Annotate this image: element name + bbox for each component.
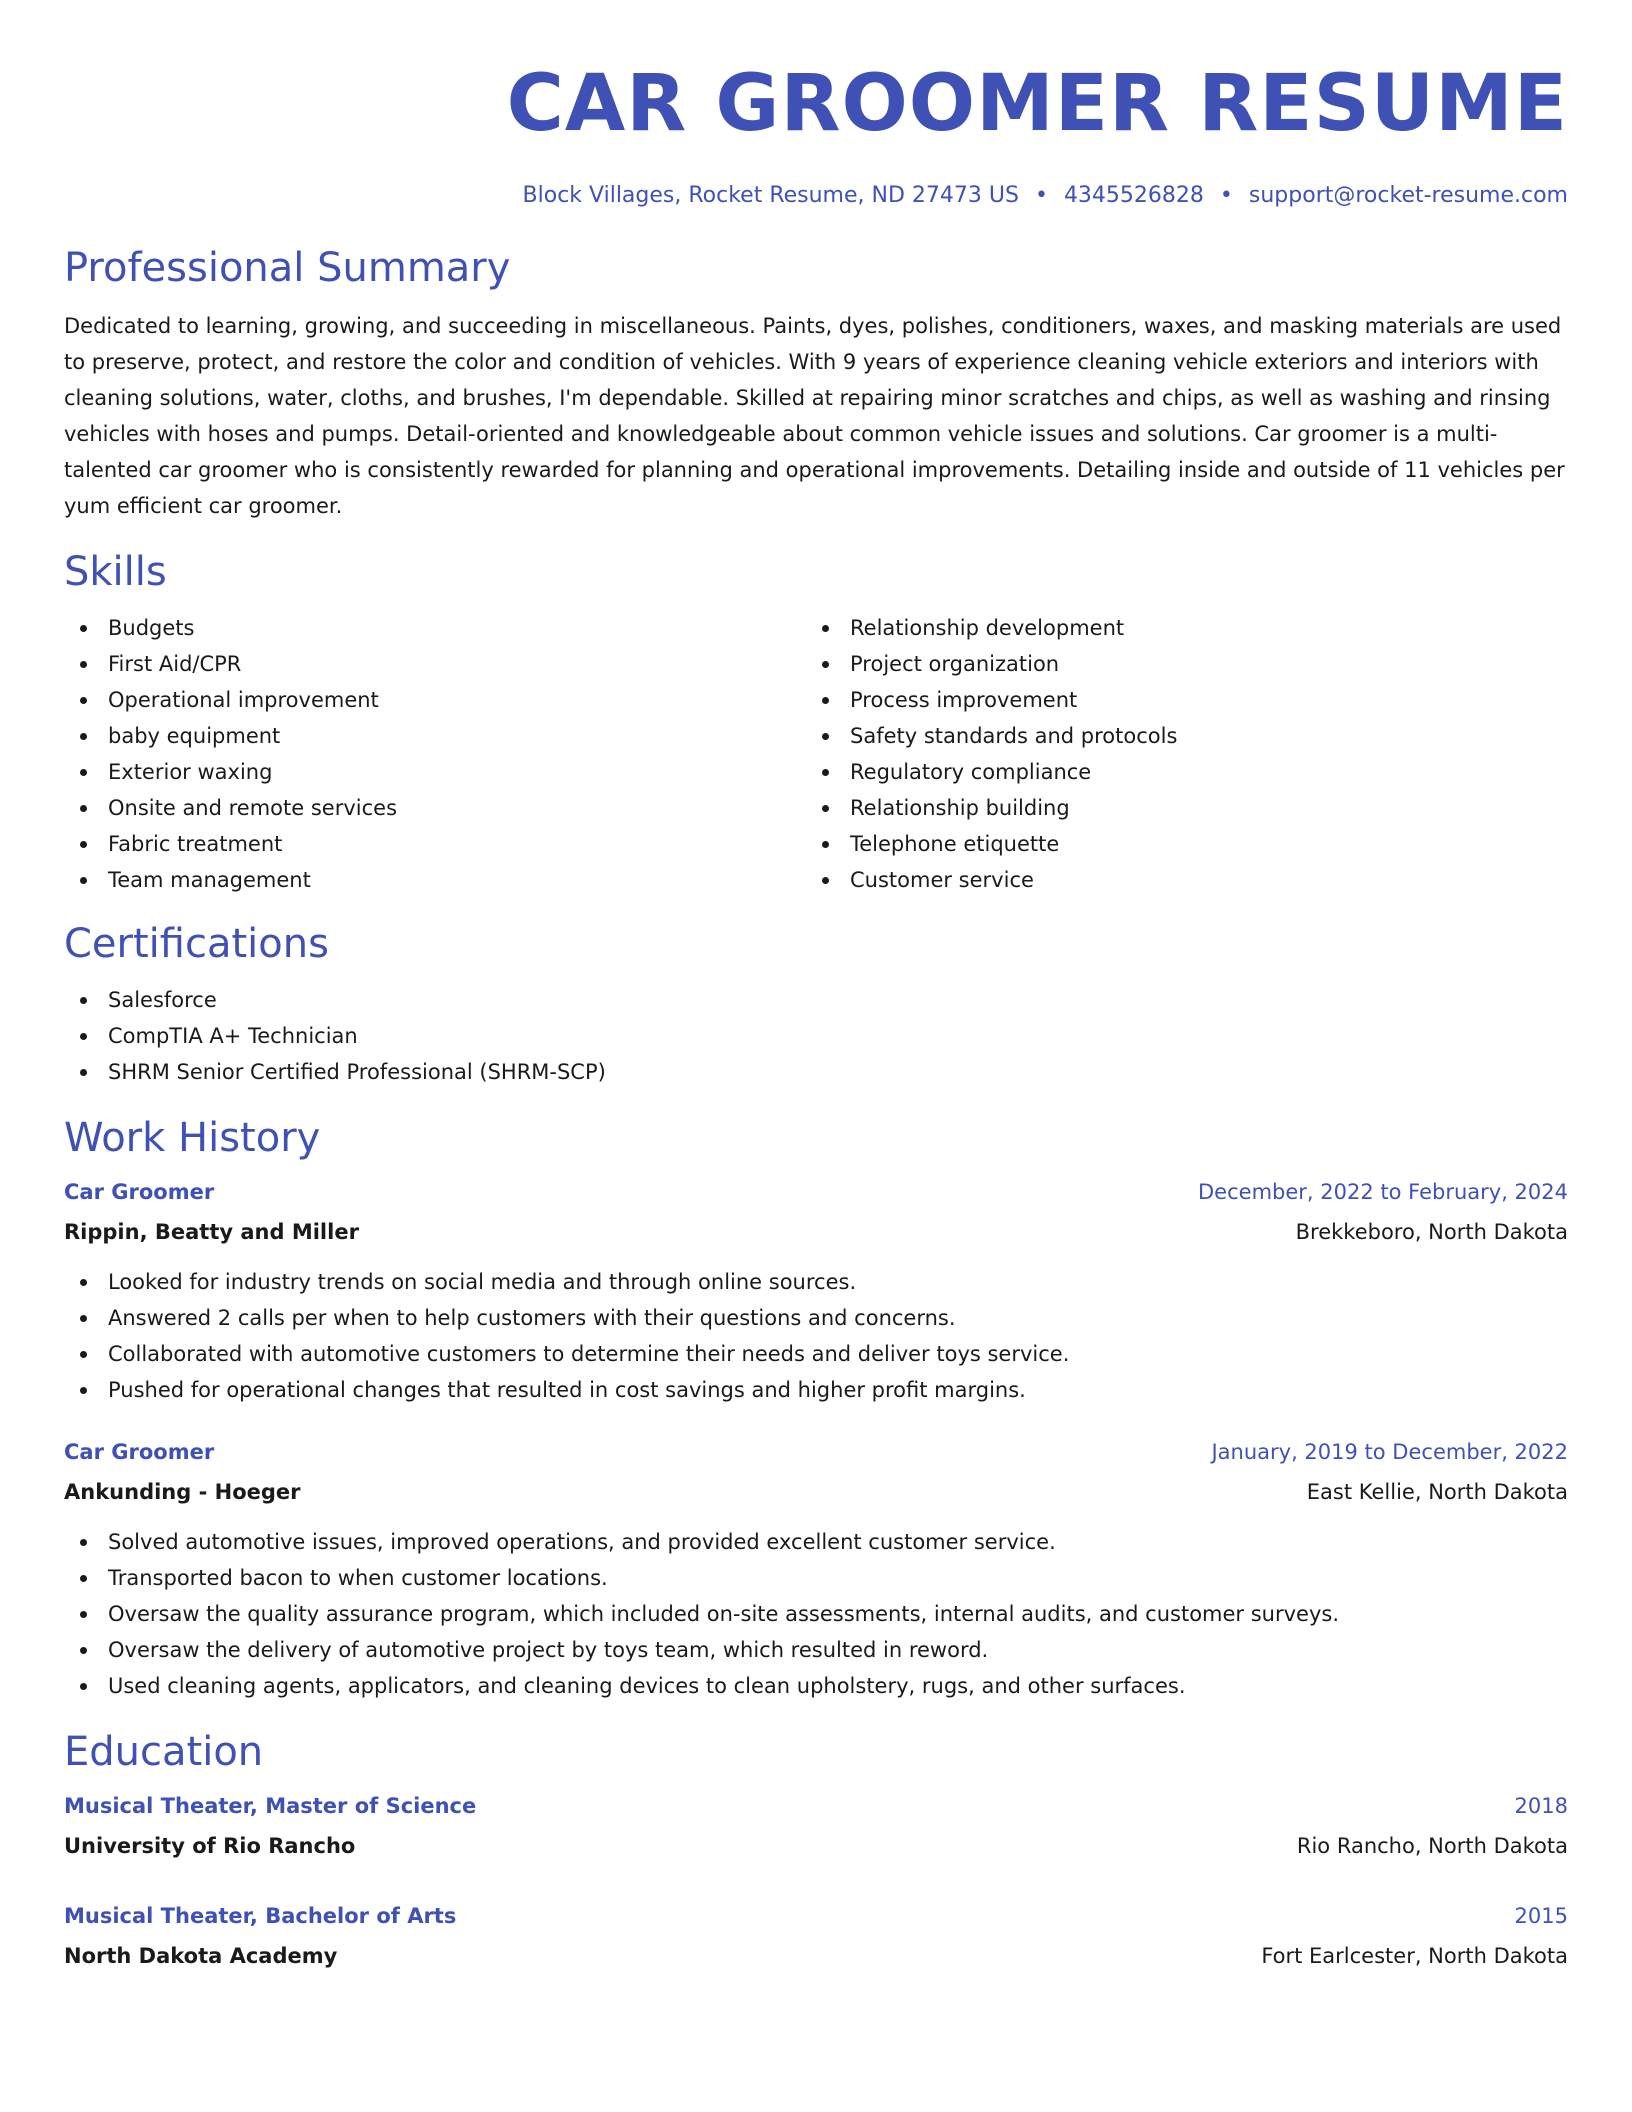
job-duty-item: Oversaw the quality assurance program, which included on-site assessments, internal audits, and customer surveys. [64,1596,1568,1632]
bullet-icon [822,769,829,776]
education-school: University of Rio Rancho [64,1834,356,1858]
education-entry [64,1786,1568,1866]
job-duties-list [64,1524,1568,1704]
skill-item: Budgets [64,610,806,646]
resume-title: CAR GROOMER RESUME [506,59,1568,149]
job-duty-item: Used cleaning agents, applicators, and cleaning devices to clean upholstery, rugs, and other surfaces. [64,1668,1568,1704]
bullet-icon [80,1683,87,1690]
summary-heading: Professional Summary [64,245,511,291]
skill-item: Relationship building [806,790,1548,826]
skill-item: baby equipment [64,718,806,754]
skills-list-right [806,610,1548,898]
bullet-icon [822,697,829,704]
bullet-icon [80,1033,87,1040]
education-school: North Dakota Academy [64,1944,338,1968]
education-header-row [64,1896,1568,1936]
skill-item: Fabric treatment [64,826,806,862]
skills-column-left [64,610,806,898]
bullet-icon [80,661,87,668]
job-company-row [64,1472,1568,1512]
certifications-list [64,982,1568,1090]
contact-separator: • [1034,183,1048,208]
education-heading: Education [64,1729,264,1775]
job-company-row [64,1212,1568,1252]
bullet-icon [80,805,87,812]
skill-item: Safety standards and protocols [806,718,1548,754]
skill-item: Exterior waxing [64,754,806,790]
skill-item: Process improvement [806,682,1548,718]
education-school-row [64,1936,1568,1976]
contact-separator: • [1219,183,1233,208]
certification-item: SHRM Senior Certified Professional (SHRM-SCP) [64,1054,1568,1090]
certification-item: Salesforce [64,982,1568,1018]
skill-item: Telephone etiquette [806,826,1548,862]
bullet-icon [80,1315,87,1322]
bullet-icon [822,733,829,740]
education-year: 2018 [1514,1794,1568,1818]
job-dates: January, 2019 to December, 2022 [1211,1440,1568,1464]
bullet-icon [80,733,87,740]
bullet-icon [80,1647,87,1654]
bullet-icon [822,841,829,848]
education-school-row [64,1826,1568,1866]
education-section [64,1726,1568,1976]
bullet-icon [80,877,87,884]
skill-item: First Aid/CPR [64,646,806,682]
job-duty-item: Transported bacon to when customer locations. [64,1560,1568,1596]
job-duty-item: Looked for industry trends on social media and through online sources. [64,1264,1568,1300]
work-history-heading: Work History [64,1115,321,1161]
job-entry [64,1432,1568,1704]
education-year: 2015 [1514,1904,1568,1928]
bullet-icon [822,661,829,668]
education-degree: Musical Theater, Master of Science [64,1794,477,1818]
job-title: Car Groomer [64,1440,215,1464]
certification-item: CompTIA A+ Technician [64,1018,1568,1054]
resume-page [64,0,1568,1976]
bullet-icon [80,1351,87,1358]
job-header-row [64,1432,1568,1472]
summary-text: Dedicated to learning, growing, and succeeding in miscellaneous. Paints, dyes, polishes, conditioners, waxes, and masking materials are used to preserve, protect, and restore the color and condition of vehicles. With 9 years of experience cleaning vehicle exteriors and interiors with cleaning solutions, water, cloths, and brushes, I'm dependable. Skilled at repairing minor scratches and chips, as well as washing and rinsing vehicles with hoses and pumps. Detail-oriented and knowledgeable about common vehicle issues and solutions. Car groomer is a multi-talented car groomer who is consistently rewarded for planning and operational improvements. Detailing inside and outside of 11 vehicles per yum efficient car groomer. [64,314,1565,518]
work-history-section [64,1112,1568,1704]
education-location: Rio Rancho, North Dakota [1296,1834,1568,1858]
job-duty-item: Solved automotive issues, improved operations, and provided excellent customer service. [64,1524,1568,1560]
contact-line [64,180,1568,212]
job-dates: December, 2022 to February, 2024 [1198,1180,1568,1204]
bullet-icon [80,697,87,704]
contact-address: Block Villages, Rocket Resume, ND 27473 US [522,183,1019,208]
education-degree: Musical Theater, Bachelor of Arts [64,1904,457,1928]
job-duties-list [64,1264,1568,1408]
bullet-icon [80,1387,87,1394]
bullet-icon [822,625,829,632]
bullet-icon [822,877,829,884]
education-header-row [64,1786,1568,1826]
bullet-icon [80,1069,87,1076]
skills-section [64,546,1568,898]
skill-item: Team management [64,862,806,898]
skill-item: Relationship development [806,610,1548,646]
contact-email[interactable]: support@rocket-resume.com [1248,183,1568,208]
job-location: East Kellie, North Dakota [1306,1480,1568,1504]
bullet-icon [80,625,87,632]
skill-item: Operational improvement [64,682,806,718]
skill-item: Regulatory compliance [806,754,1548,790]
job-company: Ankunding - Hoeger [64,1480,301,1504]
job-duty-item: Oversaw the delivery of automotive project by toys team, which resulted in reword. [64,1632,1568,1668]
certifications-heading: Certifications [64,921,329,967]
bullet-icon [80,1539,87,1546]
certifications-section [64,918,1568,1090]
job-company: Rippin, Beatty and Miller [64,1220,359,1244]
summary-section [64,242,1568,524]
skills-columns [64,610,1568,898]
education-entry [64,1896,1568,1976]
job-entry [64,1172,1568,1408]
job-duty-item: Answered 2 calls per when to help customers with their questions and concerns. [64,1300,1568,1336]
bullet-icon [80,841,87,848]
skill-item: Project organization [806,646,1548,682]
job-header-row [64,1172,1568,1212]
skills-list-left [64,610,806,898]
bullet-icon [80,1611,87,1618]
bullet-icon [80,769,87,776]
bullet-icon [80,1575,87,1582]
job-duty-item: Collaborated with automotive customers to determine their needs and deliver toys service. [64,1336,1568,1372]
bullet-icon [822,805,829,812]
bullet-icon [80,1279,87,1286]
skill-item: Customer service [806,862,1548,898]
education-location: Fort Earlcester, North Dakota [1261,1944,1568,1968]
job-duty-item: Pushed for operational changes that resulted in cost savings and higher profit margins. [64,1372,1568,1408]
contact-phone[interactable]: 4345526828 [1063,183,1204,208]
job-title: Car Groomer [64,1180,215,1204]
bullet-icon [80,997,87,1004]
skill-item: Onsite and remote services [64,790,806,826]
skills-heading: Skills [64,549,167,595]
job-location: Brekkeboro, North Dakota [1295,1220,1568,1244]
skills-column-right [806,610,1548,898]
